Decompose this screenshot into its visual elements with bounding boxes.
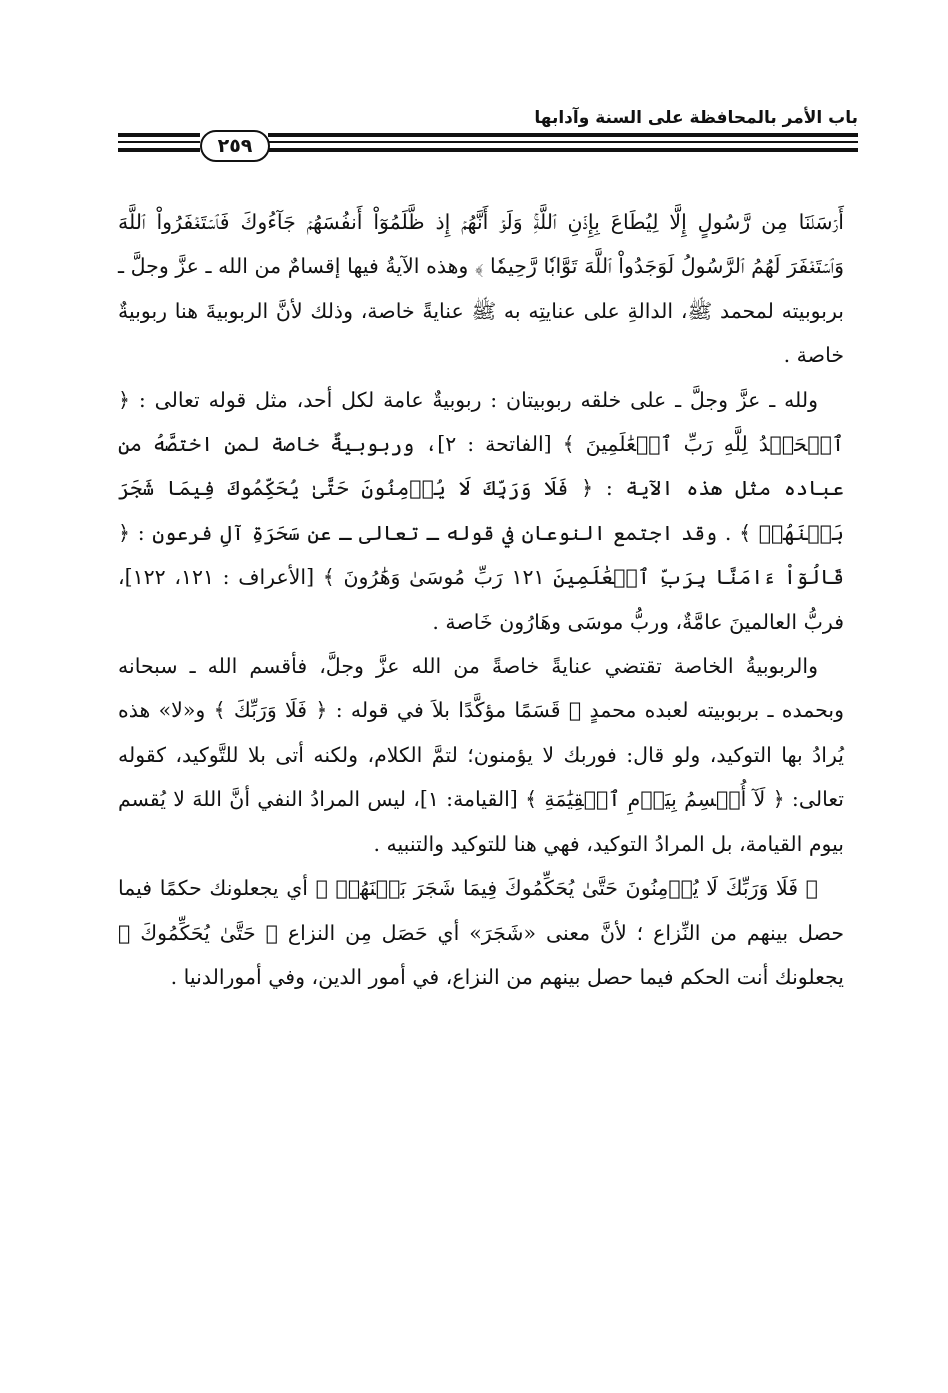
header-rule-top-left xyxy=(118,133,200,137)
header-rule-bottom-left xyxy=(118,148,200,152)
paragraph-1: أَرۡسَلۡنَا مِن رَّسُولٍ إِلَّا لِيُطَاعَ بِإِذۡنِ ٱللَّهِۚ وَلَوۡ أَنَّهُمۡ إِذ ظَّلَمُوٓاْ أَنفُسَهُمۡ جَآءُوكَ فَٱسۡتَغۡفَرُواْ ٱللَّهَ وَٱسۡتَغۡفَرَ لَهُمُ ٱلرَّسُولُ لَوَجَدُواْ ٱللَّهَ تَوَّابٗا رَّحِيمٗا ﴾ وهذه الآيةُ فيها إقسامٌ من الله ـ عزَّ وجلَّ ـ بربوبيته لمحمد ﷺ، الدالةِ على عنايتِه به ﷺ عنايةً خاصة، وذلك لأنَّ الربوبيةَ هنا ربوبيةٌ خاصة . xyxy=(118,210,844,368)
header-rule-mid-left xyxy=(118,141,200,143)
chapter-title: باب الأمر بالمحافظة على السنة وآدابها xyxy=(534,108,858,128)
body-text xyxy=(118,200,844,999)
page-header xyxy=(118,108,858,158)
header-rule-top-right xyxy=(268,133,858,137)
paragraph-2: ولله ـ عزَّ وجلَّ ـ على خلقه ربوبيتان : ربوبيةٌ عامة لكل أحد، مثل قوله تعالى : ﴿ ٱلۡحَمۡدُ لِلَّهِ رَبِّ ٱلۡعَٰلَمِينَ ﴾ [الفاتحة : ٢]، وربوبيةٌ خاصة لمن اختصَّهُ من عباده مثل هذه الآية : ﴿ فَلَا وَرَبِّكَ لَا يُؤۡمِنُونَ حَتَّىٰ يُحَكِّمُوكَ فِيمَا شَجَرَ بَيۡنَهُمۡ ﴾ . وقد اجتمع النوعان في قوله ـ تعالى ـ عن سَحَرَةِ آلِ فرعون : ﴿ قَالُوٓاْ ءَامَنَّا بِرَبِّ ٱلۡعَٰلَمِينَ ١٢١ رَبِّ مُوسَىٰ وَهَٰرُونَ ﴾ [الأعراف : ١٢١، ١٢٢]، فربُّ العالمينَ عامَّةٌ، وربُّ موسَى وهَارُون خَاصة . xyxy=(118,387,844,634)
page-number: ٢٥٩ xyxy=(200,130,270,162)
header-rule-mid-right xyxy=(268,141,858,143)
header-rule-bottom-right xyxy=(268,148,858,152)
paragraph-4: ﴿ فَلَا وَرَبِّكَ لَا يُؤۡمِنُونَ حَتَّىٰ يُحَكِّمُوكَ فِيمَا شَجَرَ بَيۡنَهُمۡ ﴾ أي يجعلونك حكمًا فيما حصل بينهم من النِّزاع ؛ لأنَّ معنى «شَجَرَ» أي حَصَل مِن النزاع ﴿ حَتَّىٰ يُحَكِّمُوكَ ﴾ يجعلونك أنت الحكم فيما حصل بينهم من النزاع، في أمور الدين، وفي أمورالدنيا . xyxy=(118,876,844,989)
paragraph-3: والربوبيةُ الخاصة تقتضي عنايةً خاصةً من الله عزَّ وجلَّ، فأقسم الله ـ سبحانه وبحمده ـ بربوبيته لعبده محمدٍ ﷺ قَسَمًا مؤكَّدًا بلاَ في قوله : ﴿ فَلَا وَرَبِّكَ ﴾ و«لا» هذه يُرادُ بها التوكيد، ولو قال: فوربك لا يؤمنون؛ لتمَّ الكلام، ولكنه أتى بلا للتَّوكيد، كقوله تعالى: ﴿ لَآ أُقۡسِمُ بِيَوۡمِ ٱلۡقِيَٰمَةِ ﴾ [القيامة: ١]، ليس المرادُ النفي أنَّ اللهَ لا يُقسم بيوم القيامة، بل المرادُ التوكيد، فهي هنا للتوكيد والتنبيه . xyxy=(118,654,844,856)
